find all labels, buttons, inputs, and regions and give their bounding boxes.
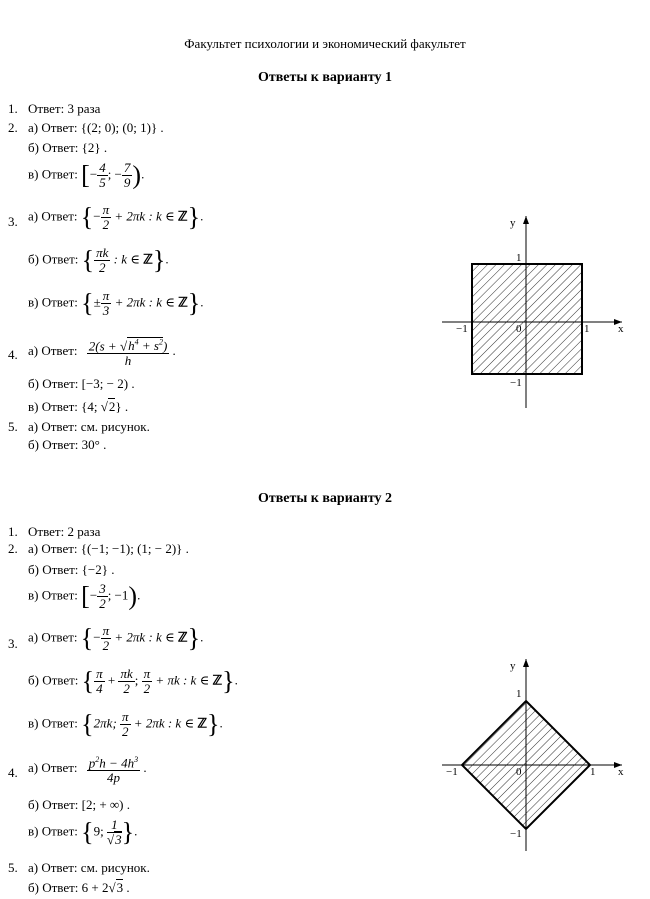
item-number: 5. — [8, 419, 18, 434]
v2-answer-2b: б) Ответ: {−2} . — [28, 562, 115, 577]
item-number: 5. — [8, 860, 18, 875]
v2-answer-5b: б) Ответ: 6 + 2√3 . — [28, 880, 130, 895]
v1-figure-square — [438, 212, 638, 412]
v1-answer-3a: а) Ответ: {− $\frac{\pi}{2}$ + 2πk : k ∈ ℤ}. — [28, 202, 204, 232]
item-number: 3. — [8, 636, 18, 651]
tick-label: 1 — [590, 766, 596, 778]
v2-answer-4c: в) Ответ: {9; $\frac{1}{√3}$ }. — [28, 817, 138, 847]
v1-answer-2b: б) Ответ: {2} . — [28, 140, 108, 155]
tick-label: −1 — [456, 323, 468, 335]
v1-answer-5b: б) Ответ: 30° . — [28, 437, 107, 452]
origin-label: 0 — [516, 766, 522, 778]
tick-label: 1 — [516, 688, 522, 700]
item-number: 2. — [8, 120, 18, 135]
axis-x-label: x — [618, 766, 624, 778]
v2-answer-4a: а) Ответ: $\frac{p^2h - 4h^3}{4p}$ . — [28, 755, 147, 786]
axis-x-label: x — [618, 323, 624, 335]
tick-label: −1 — [510, 828, 522, 840]
v2-answer-3c: в) Ответ: {2πk; $\frac{\pi}{2}$ + 2πk : k ∈ ℤ}. — [28, 709, 223, 739]
v2-answer-2a: а) Ответ: {(−1; −1); (1; − 2)} . — [28, 541, 189, 556]
item-number: 4. — [8, 347, 18, 362]
origin-label: 0 — [516, 323, 522, 335]
v2-answer-3b: б) Ответ: { $\frac{\pi}{4}$ + $\frac{\pi k}{2}$ ; $\frac{\pi}{2}$ + πk : k ∈ ℤ}. — [28, 666, 238, 696]
v1-answer-2c: в) Ответ: [− $\frac{4}{5}$ ; − $\frac{7}{9}$ ). — [28, 160, 145, 190]
tick-label: 1 — [516, 252, 522, 264]
v1-answer-4b: б) Ответ: [−3; − 2) . — [28, 376, 135, 391]
item-number: 1. — [8, 524, 18, 539]
v2-answer-4b: б) Ответ: [2; + ∞) . — [28, 797, 131, 812]
axis-y-label: y — [510, 660, 516, 672]
v1-answer-1: Ответ: 3 раза — [28, 101, 101, 116]
axis-y-label: y — [510, 217, 516, 229]
page-header: Факультет психологии и экономический факультет — [184, 36, 466, 51]
variant2-title: Ответы к варианту 2 — [257, 491, 393, 506]
v2-answer-1: Ответ: 2 раза — [28, 524, 101, 539]
v2-figure-diamond — [438, 655, 638, 855]
item-number: 3. — [8, 214, 18, 229]
v2-answer-3a: а) Ответ: {− $\frac{\pi}{2}$ + 2πk : k ∈ ℤ}. — [28, 623, 204, 653]
v1-answer-3b: б) Ответ: { $\frac{\pi k}{2}$ : k ∈ ℤ}. — [28, 245, 169, 275]
item-number: 2. — [8, 541, 18, 556]
v1-answer-2a: а) Ответ: {(2; 0); (0; 1)} . — [28, 120, 164, 135]
v1-answer-4c: в) Ответ: {4; √2} . — [28, 399, 129, 414]
tick-label: −1 — [446, 766, 458, 778]
tick-label: 1 — [584, 323, 590, 335]
item-number: 4. — [8, 765, 18, 780]
v1-answer-5a: а) Ответ: см. рисунок. — [28, 419, 150, 434]
v1-answer-3c: в) Ответ: {± $\frac{\pi}{3}$ + 2πk : k ∈ ℤ}. — [28, 288, 204, 318]
variant1-title: Ответы к варианту 1 — [257, 70, 393, 85]
v1-answer-4a: а) Ответ: $\frac{2(s + √h^4 + s^2)}{h}$ . — [28, 338, 176, 369]
item-number: 1. — [8, 101, 18, 116]
v2-answer-5a: а) Ответ: см. рисунок. — [28, 860, 150, 875]
v2-answer-2c: в) Ответ: [− $\frac{3}{2}$ ; −1). — [28, 581, 141, 611]
tick-label: −1 — [510, 377, 522, 389]
